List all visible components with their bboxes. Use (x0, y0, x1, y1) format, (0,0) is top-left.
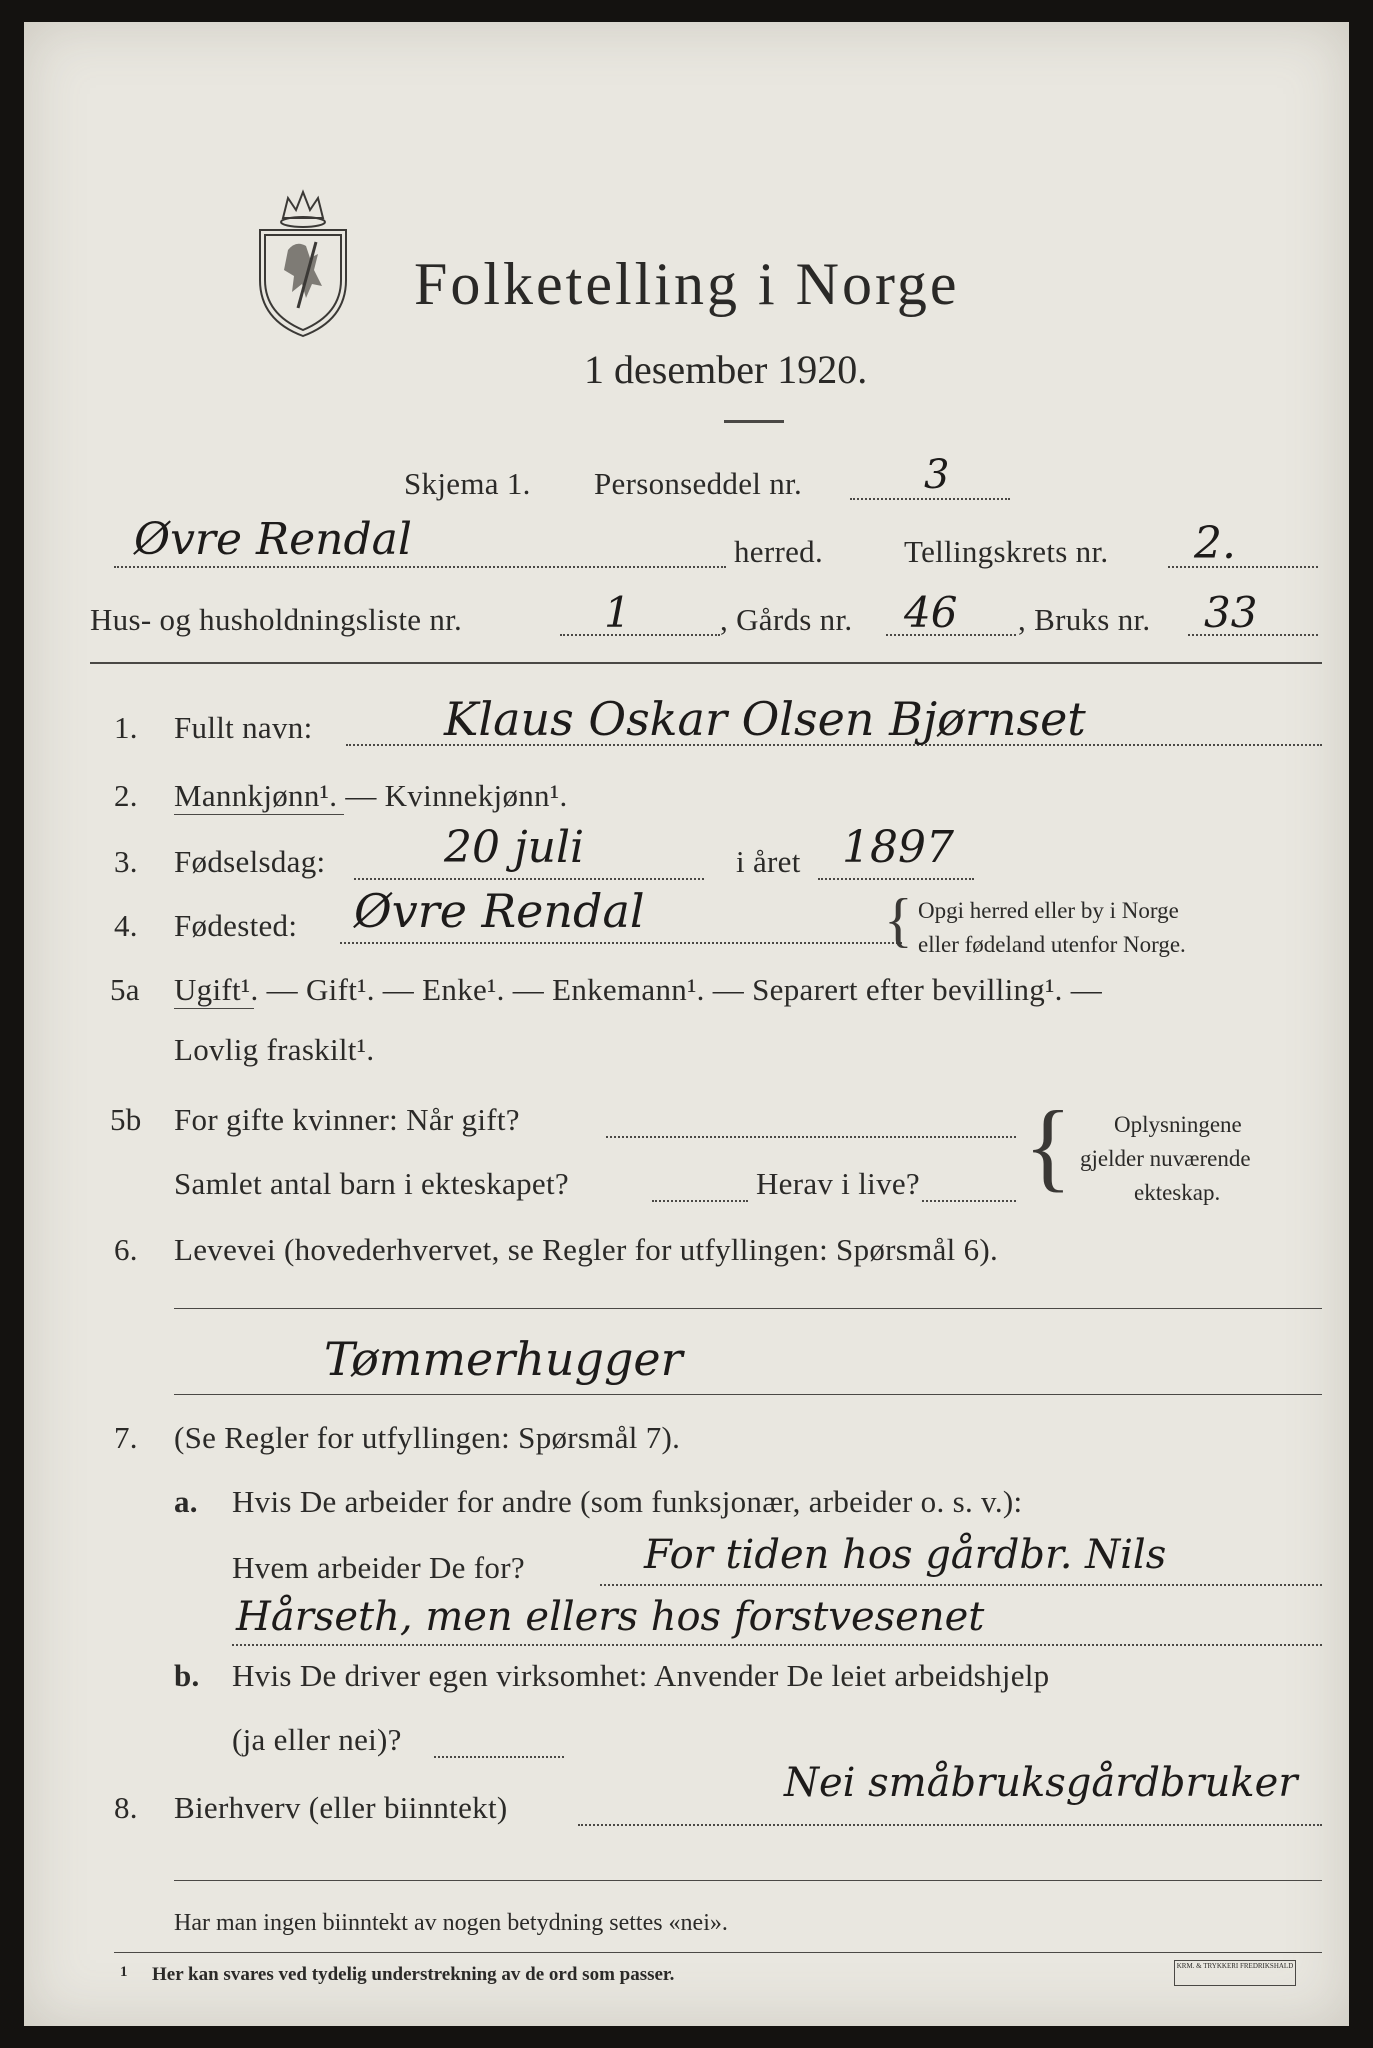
q8-number: 8. (114, 1790, 138, 1825)
q4-label: Fødested: (174, 908, 298, 943)
q4-brace: { (884, 887, 913, 953)
q2-options: Mannkjønn¹. — Kvinnekjønn¹. (174, 778, 568, 813)
norway-coat-of-arms-icon (248, 180, 358, 340)
gards-label: , Gårds nr. (720, 602, 853, 637)
q1-number: 1. (114, 710, 138, 745)
q5a-options: Ugift¹. — Gift¹. — Enke¹. — Enkemann¹. — Separert efter bevilling¹. — (174, 972, 1103, 1007)
personseddel-dotline (850, 498, 1010, 500)
q3-year-label: i året (736, 844, 801, 879)
q7a-value-2: Hårseth, men ellers hos forstvesenet (236, 1594, 985, 1640)
q5b-label-1: For gifte kvinner: Når gift? (174, 1102, 520, 1137)
census-form-page (24, 22, 1349, 2026)
form-title: Folketelling i Norge (414, 251, 960, 317)
footer-divider (114, 1952, 1322, 1953)
q7a-label-2: Hvem arbeider De for? (232, 1550, 525, 1585)
q5b-number: 5b (110, 1102, 142, 1137)
bruks-value: 33 (1204, 588, 1258, 637)
q2-underline-mannkjonn (174, 814, 344, 815)
tellingskrets-value: 2. (1194, 518, 1236, 569)
q6-value: Tømmerhugger (324, 1332, 683, 1386)
q5b-brace: { (1024, 1090, 1072, 1201)
personseddel-label: Personseddel nr. (594, 466, 802, 501)
title-divider (724, 420, 784, 423)
q3-number: 3. (114, 844, 138, 879)
q7a-dotline-2 (232, 1644, 1322, 1646)
footnote-text: Her kan svares ved tydelig understrekning av de ord som passer. (152, 1964, 675, 1985)
gards-value: 46 (904, 588, 958, 637)
q8-line-2 (174, 1880, 1322, 1881)
q3-label: Fødselsdag: (174, 844, 326, 879)
q5b-dotline-3 (922, 1200, 1016, 1202)
q7-label: (Se Regler for utfyllingen: Spørsmål 7). (174, 1420, 681, 1455)
q5b-dotline-2 (652, 1200, 748, 1202)
q6-number: 6. (114, 1232, 138, 1267)
husholdning-value: 1 (604, 588, 631, 637)
q7b-letter: b. (174, 1658, 200, 1693)
q4-value: Øvre Rendal (354, 884, 645, 938)
q5b-dotline-1 (606, 1136, 1016, 1138)
q7a-dotline-1 (600, 1584, 1322, 1586)
q7a-letter: a. (174, 1484, 198, 1519)
footer-note: Har man ingen biinntekt av nogen betydning settes «nei». (174, 1910, 728, 1936)
q3-value: 20 juli (444, 822, 585, 873)
q5a-underline-ugift (174, 1008, 254, 1009)
q7-number: 7. (114, 1420, 138, 1455)
tellingskrets-dotline (1168, 566, 1318, 568)
q4-number: 4. (114, 908, 138, 943)
q6-label: Levevei (hovederhvervet, se Regler for utfyllingen: Spørsmål 6). (174, 1232, 999, 1267)
q4-note-1: Opgi herred eller by i Norge (918, 898, 1179, 923)
footnote-mark: 1 (120, 1964, 128, 1980)
q7a-label-1: Hvis De arbeider for andre (som funksjonær, arbeider o. s. v.): (232, 1484, 1023, 1519)
q6-line-1 (174, 1308, 1322, 1309)
q5b-label-3: Herav i live? (756, 1166, 920, 1201)
q3-year-dotline (818, 878, 974, 880)
census-date: 1 desember 1920. (584, 347, 868, 392)
q4-note-2: eller fødeland utenfor Norge. (918, 932, 1186, 957)
schema-label: Skjema 1. (404, 466, 531, 501)
q8-label: Bierhverv (eller biinntekt) (174, 1790, 508, 1825)
tellingskrets-label: Tellingskrets nr. (904, 534, 1109, 569)
herred-dotline (114, 566, 726, 568)
q6-line-2 (174, 1394, 1322, 1395)
q3-dotline (354, 878, 704, 880)
q5a-options-2: Lovlig fraskilt¹. (174, 1032, 375, 1067)
q7b-label-2: (ja eller nei)? (232, 1722, 402, 1757)
personseddel-value: 3 (924, 452, 950, 498)
q5a-number: 5a (110, 972, 140, 1007)
q5b-note-2: gjelder nuværende (1080, 1146, 1251, 1171)
q7b-dotline (434, 1756, 564, 1758)
printer-stamp: KRM. & TRYKKERI FREDRIKSHALD (1174, 1960, 1296, 1986)
q7b-label-1: Hvis De driver egen virksomhet: Anvender De leiet arbeidshjelp (232, 1658, 1050, 1693)
q5b-label-2: Samlet antal barn i ekteskapet? (174, 1166, 569, 1201)
herred-value: Øvre Rendal (134, 514, 412, 565)
husholdning-dotline (560, 634, 720, 636)
q5b-note-3: ekteskap. (1134, 1180, 1221, 1205)
header-divider (90, 662, 1322, 664)
q8-value: Nei småbruksgårdbruker (784, 1760, 1298, 1806)
q7a-value-1: For tiden hos gårdbr. Nils (644, 1532, 1167, 1578)
q1-value: Klaus Oskar Olsen Bjørnset (444, 692, 1086, 746)
husholdning-label: Hus- og husholdningsliste nr. (90, 602, 463, 637)
q2-number: 2. (114, 778, 138, 813)
bruks-label: , Bruks nr. (1018, 602, 1151, 637)
q8-dotline (578, 1824, 1322, 1826)
q3-year-value: 1897 (842, 822, 954, 873)
q5b-note-1: Oplysningene (1114, 1112, 1242, 1137)
q4-dotline (340, 942, 902, 944)
herred-label: herred. (734, 534, 824, 569)
q1-label: Fullt navn: (174, 710, 313, 745)
